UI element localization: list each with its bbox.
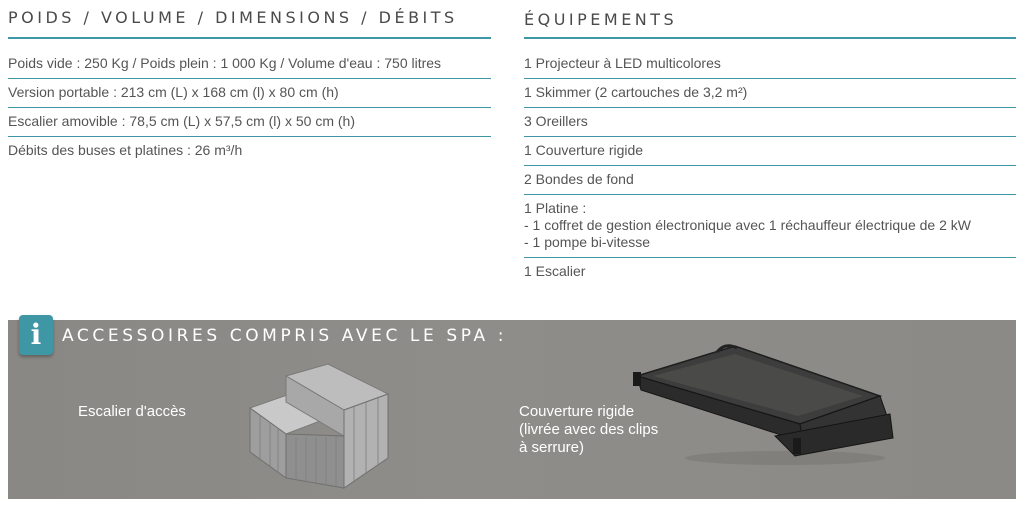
equipments-list (524, 50, 1016, 286)
list-item: Version portable : 213 cm (L) x 168 cm (l) x 80 cm (h) (8, 79, 491, 108)
equipments-title: ÉQUIPEMENTS (524, 10, 678, 29)
list-item: Escalier amovible : 78,5 cm (L) x 57,5 cm (l) x 50 cm (h) (8, 108, 491, 137)
list-item: Poids vide : 250 Kg / Poids plein : 1 000 Kg / Volume d'eau : 750 litres (8, 50, 491, 79)
list-item: Débits des buses et platines : 26 m³/h (8, 142, 243, 158)
title-divider (524, 37, 1016, 39)
list-item: 3 Oreillers (524, 108, 1016, 137)
platine-line: - 1 coffret de gestion électronique avec 1 réchauffeur électrique de 2 kW (524, 217, 971, 233)
stairs-label: Escalier d'accès (78, 403, 186, 420)
list-item: 1 Skimmer (2 cartouches de 3,2 m²) (524, 79, 1016, 108)
list-item: 1 Couverture rigide (524, 137, 1016, 166)
cover-image (625, 342, 895, 467)
dimensions-title: POIDS / VOLUME / DIMENSIONS / DÉBITS (8, 8, 458, 27)
title-divider (8, 37, 491, 39)
stairs-image (240, 358, 390, 493)
list-item-platine (524, 195, 1016, 258)
cover-label-line: à serrure) (519, 439, 585, 456)
info-icon: i (19, 315, 53, 355)
cover-label-line: (livrée avec des clips (519, 421, 659, 438)
dimensions-list (8, 50, 491, 165)
list-item: 1 Escalier (524, 263, 586, 279)
accessories-title: ACCESSOIRES COMPRIS AVEC LE SPA : (62, 326, 508, 346)
list-item: 2 Bondes de fond (524, 166, 1016, 195)
list-item: 1 Projecteur à LED multicolores (524, 50, 1016, 79)
cover-label-line: Couverture rigide (519, 403, 635, 420)
platine-line: - 1 pompe bi-vitesse (524, 234, 651, 250)
platine-line: 1 Platine : (524, 200, 587, 216)
